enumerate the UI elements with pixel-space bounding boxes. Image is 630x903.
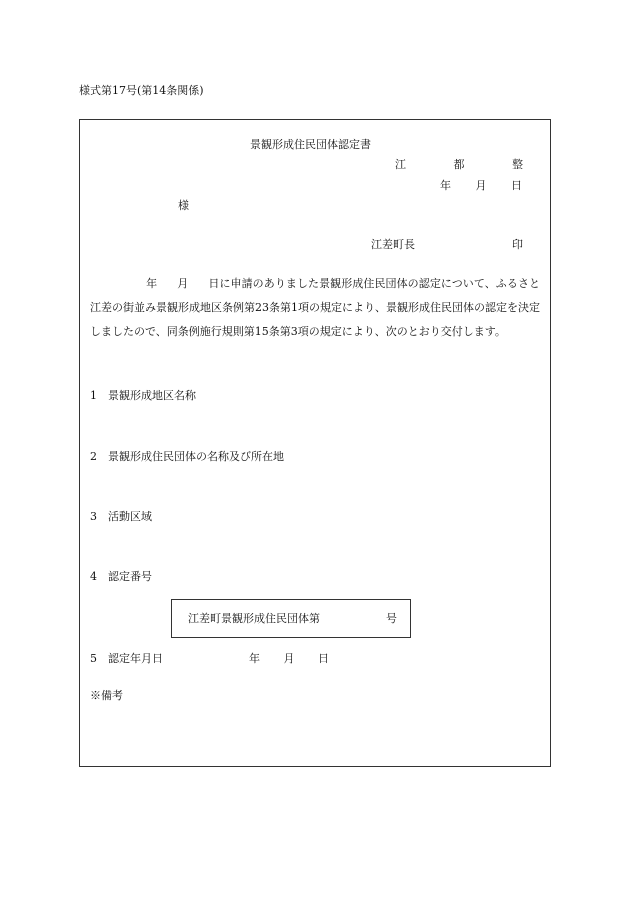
form-number: 様式第17号(第14条関係) <box>79 84 204 97</box>
remarks-label: ※備考 <box>90 689 123 702</box>
item-certification-number <box>90 571 152 582</box>
issue-date-day: 日 <box>511 179 522 192</box>
item-label: 景観形成地区名称 <box>108 389 196 402</box>
item-label: 認定年月日 <box>108 652 163 665</box>
item-number: 4 <box>90 570 97 583</box>
certification-date-day: 日 <box>318 652 329 665</box>
item-number: 5 <box>90 652 97 665</box>
certification-date <box>249 653 329 664</box>
certificate-number-prefix: 江差町景観形成住民団体第 <box>188 612 320 625</box>
item-label: 認定番号 <box>108 570 152 583</box>
item-number: 3 <box>90 510 97 523</box>
certification-date-year: 年 <box>249 652 260 665</box>
document-title: 景観形成住民団体認定書 <box>250 138 371 151</box>
issue-date-month: 月 <box>475 179 487 192</box>
issue-date-year: 年 <box>440 179 451 192</box>
addressee-honorific: 様 <box>178 199 189 212</box>
item-label: 景観形成住民団体の名称及び所在地 <box>108 450 284 463</box>
body-date-month: 月 <box>177 277 189 290</box>
form-frame <box>79 119 551 767</box>
body-text: 日に申請のありました景観形成住民団体の認定について、ふるさと江差の街並み景観形成地区条例第23条第1項の規定により、景観形成住民団体の認定を決定しましたので、同条例施行規則第15条第3項の規定により、次のとおり交付します。 <box>90 277 541 338</box>
body-date-year: 年 <box>146 277 158 290</box>
issue-date <box>440 180 522 191</box>
issuer-code-char: 整 <box>512 158 523 171</box>
issuer-code-char: 江 <box>395 158 406 171</box>
certification-date-month: 月 <box>283 652 295 665</box>
issuer-title: 江差町長 <box>371 238 415 251</box>
item-activity-area <box>90 511 152 522</box>
item-label: 活動区域 <box>108 510 152 523</box>
seal-mark: 印 <box>512 238 523 251</box>
certificate-number-suffix: 号 <box>386 612 397 625</box>
item-number: 1 <box>90 389 97 402</box>
issuer-code-char: 都 <box>453 158 465 171</box>
issuer-document-code <box>395 159 523 170</box>
item-district-name <box>90 390 196 401</box>
item-certification-date <box>90 653 163 664</box>
item-group-name-address <box>90 451 284 462</box>
item-number: 2 <box>90 450 97 463</box>
body-paragraph <box>90 272 540 344</box>
